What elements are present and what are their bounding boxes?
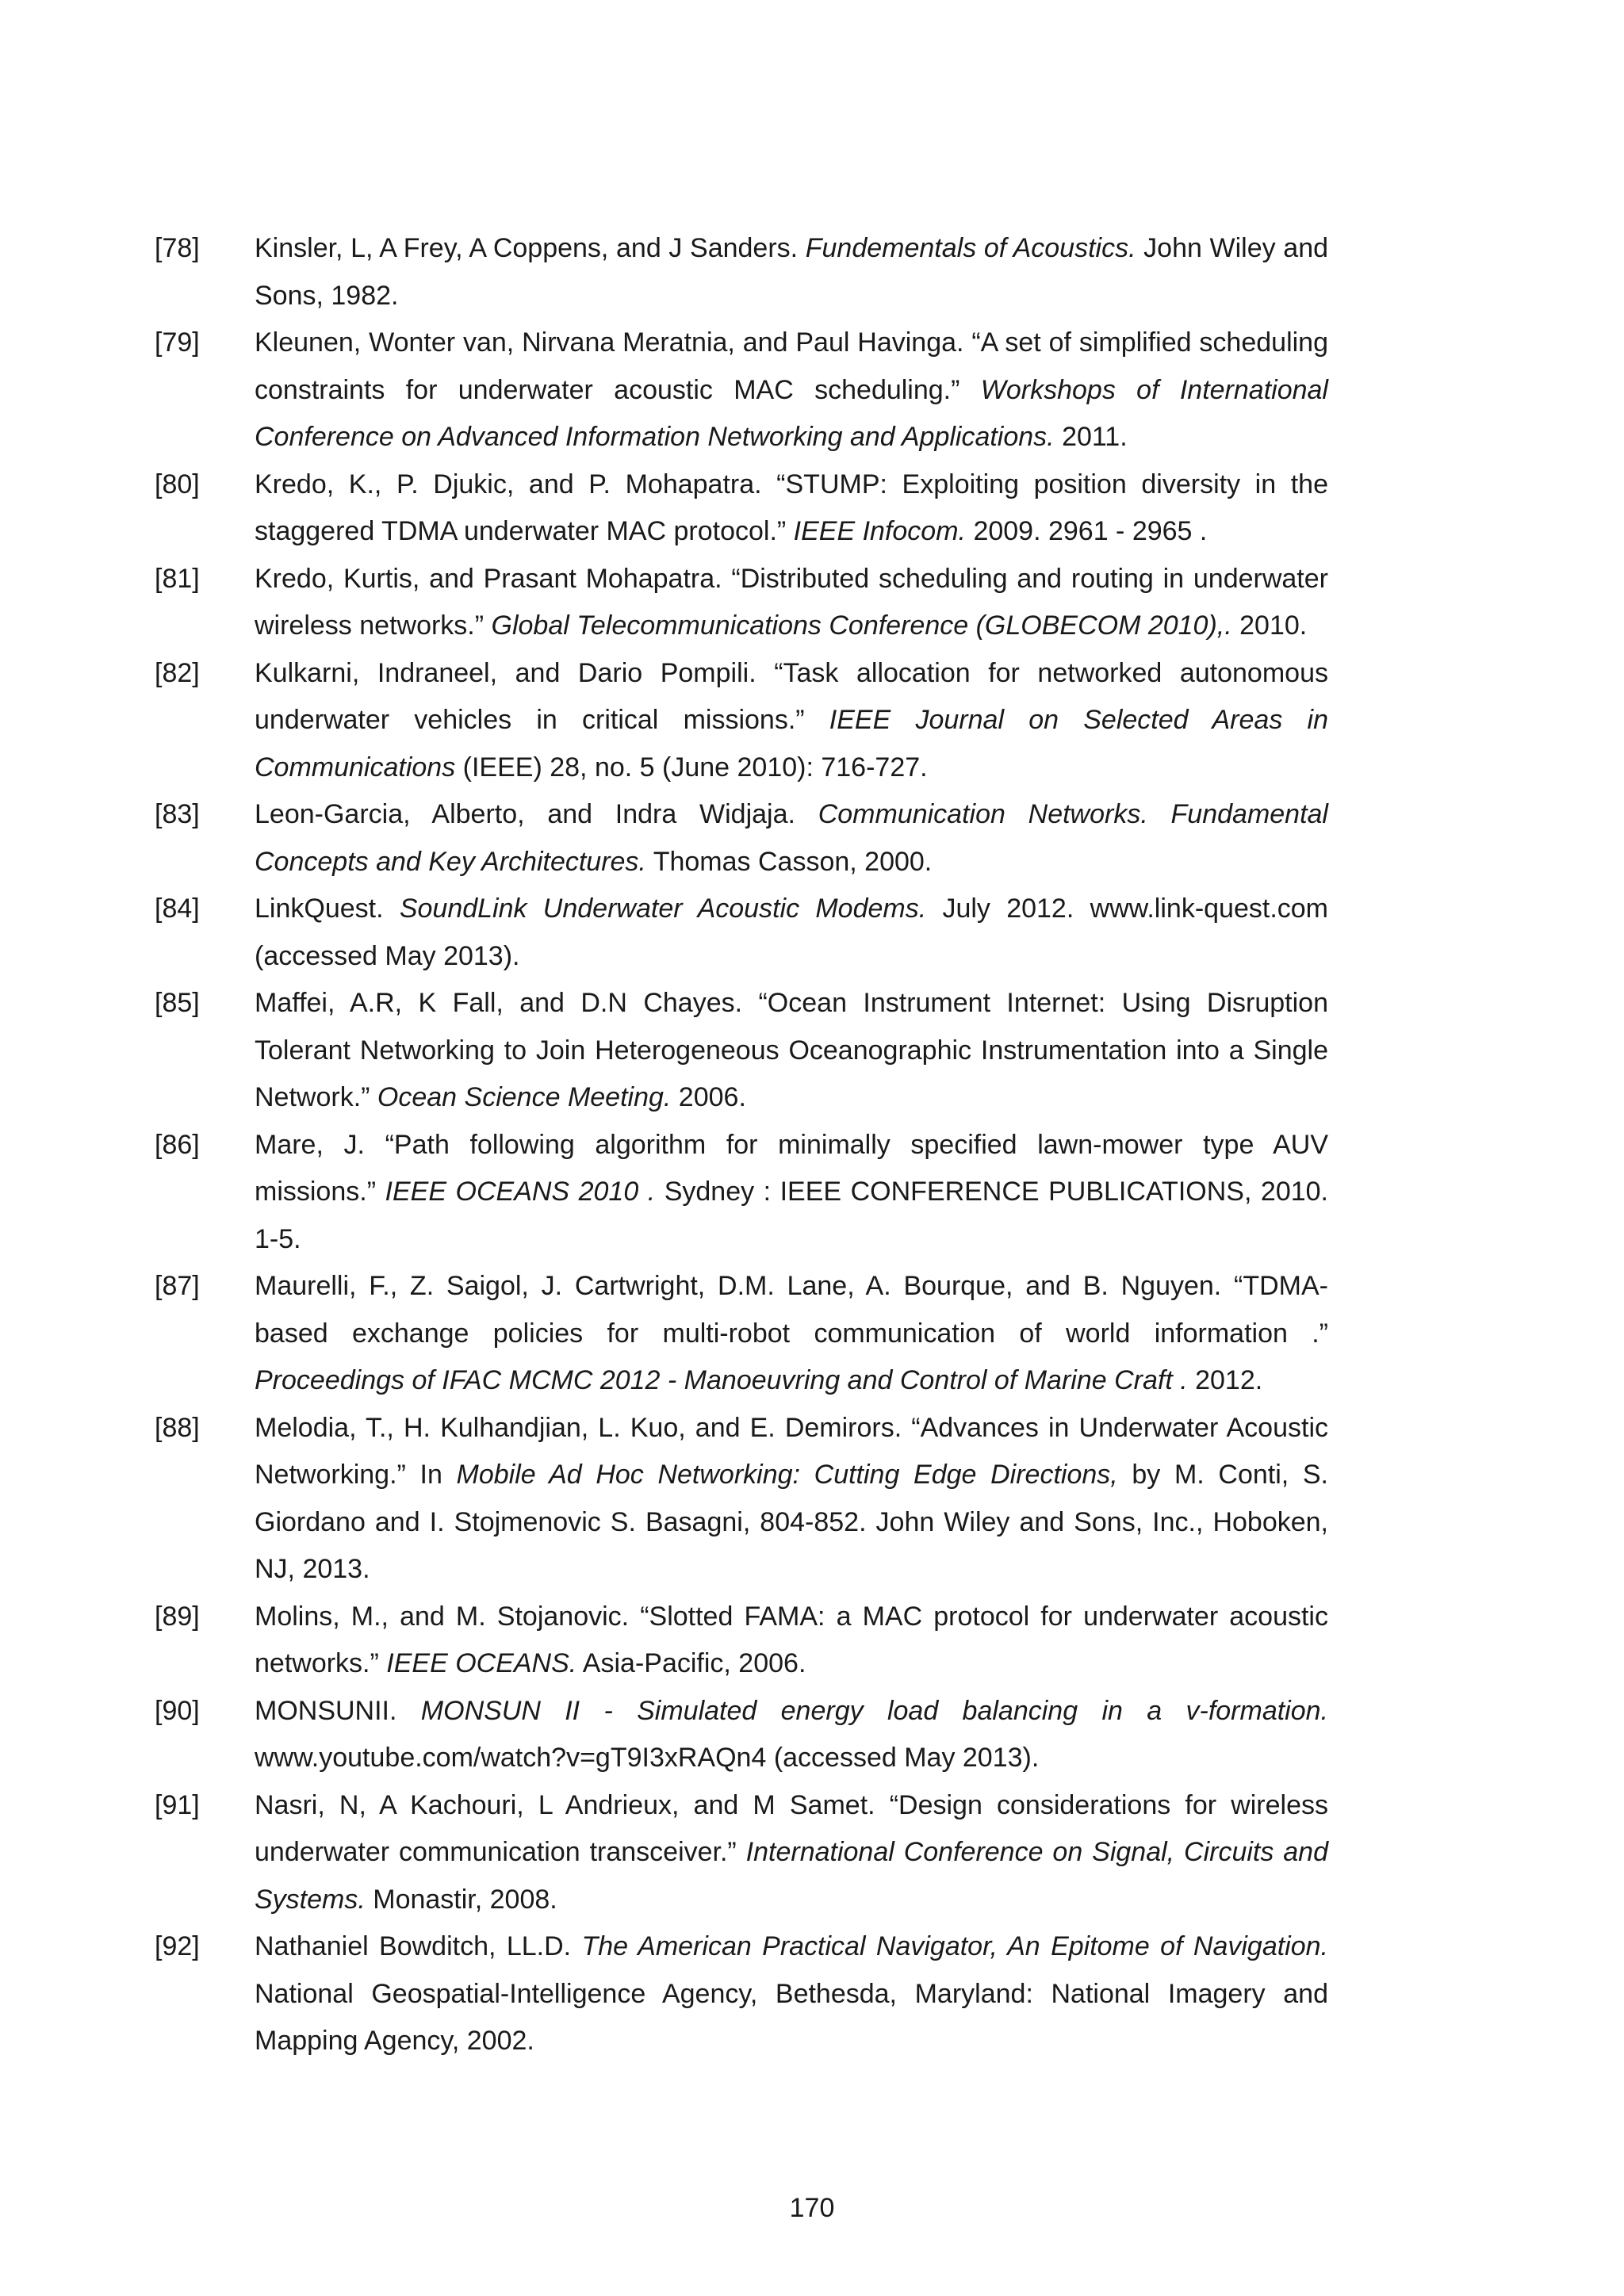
page-number: 170 xyxy=(789,2193,835,2223)
reference-segment: Melodia, T., H. Kulhandjian, L. Kuo, and E. Demirors. “Advances in Underwater Acoustic Networking.” In xyxy=(255,1412,1328,1490)
reference-text xyxy=(255,225,1328,320)
reference-item xyxy=(155,1263,1328,1405)
reference-text xyxy=(255,1263,1328,1405)
reference-title: IEEE Journal on Selected Areas in Communications xyxy=(255,705,1328,783)
reference-title: SoundLink Underwater Acoustic Modems. xyxy=(399,894,927,924)
reference-text xyxy=(255,1405,1328,1594)
reference-number: [81] xyxy=(155,563,200,594)
reference-segment: Kredo, Kurtis, and Prasant Mohapatra. “Distributed scheduling and routing in underwater wireless networks.” xyxy=(255,563,1328,641)
reference-title: IEEE Infocom. xyxy=(793,516,966,546)
reference-item xyxy=(155,886,1328,980)
reference-number: [89] xyxy=(155,1601,200,1632)
reference-number: [90] xyxy=(155,1695,200,1726)
reference-segment: Thomas Casson, 2000. xyxy=(645,846,933,877)
reference-number: [91] xyxy=(155,1789,200,1820)
reference-item xyxy=(155,791,1328,886)
reference-number: [87] xyxy=(155,1271,200,1301)
reference-segment: 2010. xyxy=(1231,610,1308,641)
reference-text xyxy=(255,650,1328,792)
reference-segment: Nathaniel Bowditch, LL.D. xyxy=(255,1931,582,1961)
reference-item xyxy=(155,1594,1328,1688)
reference-segment: 2012. xyxy=(1187,1365,1263,1395)
reference-segment: Kulkarni, Indraneel, and Dario Pompili. “Task allocation for networked autonomous underwater vehicles in critical missions.” xyxy=(255,657,1328,735)
reference-title: Proceedings of IFAC MCMC 2012 - Manoeuvring and Control of Marine Craft . xyxy=(255,1365,1188,1395)
reference-title: IEEE OCEANS 2010 . xyxy=(385,1177,656,1207)
reference-title: The American Practical Navigator, An Epitome of Navigation. xyxy=(581,1931,1329,1961)
reference-segment: Asia-Pacific, 2006. xyxy=(576,1648,806,1678)
reference-number: [84] xyxy=(155,894,200,924)
reference-segment: Kredo, K., P. Djukic, and P. Mohapatra. “STUMP: Exploiting position diversity in the staggered TDMA underwater MAC protocol.” xyxy=(255,469,1328,546)
reference-title: Global Telecommunications Conference (GLOBECOM 2010),. xyxy=(491,610,1232,641)
reference-number: [85] xyxy=(155,988,200,1018)
reference-title: International Conference on Signal, Circuits and Systems. xyxy=(255,1837,1328,1915)
reference-title: Ocean Science Meeting. xyxy=(377,1082,672,1112)
reference-segment: National Geospatial-Intelligence Agency, Bethesda, Maryland: National Imagery and Mapping Agency, 2002. xyxy=(255,1978,1328,2056)
reference-segment: Monastir, 2008. xyxy=(365,1884,557,1915)
reference-text xyxy=(255,556,1328,650)
reference-segment: John Wiley and Sons, 1982. xyxy=(255,233,1329,311)
reference-segment: 2006. xyxy=(671,1082,746,1112)
reference-title: MONSUN II - Simulated energy load balancing in a v-formation. xyxy=(420,1695,1328,1726)
reference-number: [82] xyxy=(155,657,200,688)
reference-title: Fundementals of Acoustics. xyxy=(805,233,1136,263)
reference-item xyxy=(155,1122,1328,1264)
reference-segment: by M. Conti, S. Giordano and I. Stojmenovic S. Basagni, 804-852. John Wiley and Sons, Inc., Hoboken, NJ, 2013. xyxy=(255,1460,1328,1584)
reference-text xyxy=(255,461,1328,556)
reference-item xyxy=(155,461,1328,556)
reference-segment: Sydney : IEEE CONFERENCE PUBLICATIONS, 2010. 1-5. xyxy=(255,1177,1328,1254)
reference-number: [86] xyxy=(155,1129,200,1160)
reference-segment: 2009. 2961 - 2965 . xyxy=(966,516,1208,546)
reference-list xyxy=(155,225,1328,2065)
reference-item xyxy=(155,1405,1328,1594)
reference-title: Communication Networks. Fundamental Concepts and Key Architectures. xyxy=(255,799,1328,877)
reference-text xyxy=(255,1923,1328,2065)
reference-segment: Molins, M., and M. Stojanovic. “Slotted FAMA: a MAC protocol for underwater acoustic networks.” xyxy=(255,1601,1328,1678)
reference-item xyxy=(155,556,1328,650)
reference-title: Mobile Ad Hoc Networking: Cutting Edge Directions, xyxy=(456,1460,1118,1490)
reference-text xyxy=(255,320,1328,461)
reference-segment: 2011. xyxy=(1054,422,1128,452)
reference-segment: Kinsler, L, A Frey, A Coppens, and J Sanders. xyxy=(255,233,806,263)
reference-segment: Maurelli, F., Z. Saigol, J. Cartwright, D.M. Lane, A. Bourque, and B. Nguyen. “TDMA-based exchange policies for multi-robot communication of world information .” xyxy=(255,1271,1328,1349)
reference-text xyxy=(255,1688,1328,1782)
reference-segment: Nasri, N, A Kachouri, L Andrieux, and M Samet. “Design considerations for wireless underwater communication transceiver.” xyxy=(255,1789,1328,1867)
reference-number: [78] xyxy=(155,233,200,263)
reference-title: IEEE OCEANS. xyxy=(386,1648,577,1678)
reference-segment: July 2012. www.link-quest.com (accessed May 2013). xyxy=(255,894,1328,971)
reference-number: [92] xyxy=(155,1931,200,1961)
reference-number: [79] xyxy=(155,327,200,358)
reference-segment: www.youtube.com/watch?v=gT9I3xRAQn4 (accessed May 2013). xyxy=(255,1743,1040,1773)
reference-item xyxy=(155,320,1328,461)
reference-segment: MONSUNII. xyxy=(255,1695,421,1726)
reference-item xyxy=(155,1688,1328,1782)
reference-number: [80] xyxy=(155,469,200,499)
reference-item xyxy=(155,1782,1328,1924)
reference-text xyxy=(255,1594,1328,1688)
reference-segment: Maffei, A.R, K Fall, and D.N Chayes. “Ocean Instrument Internet: Using Disruption Tolerant Networking to Join Heterogeneous Oceanographic Instrumentation into a Single Network.” xyxy=(255,988,1328,1112)
reference-item xyxy=(155,225,1328,320)
reference-text xyxy=(255,980,1328,1122)
reference-title: Workshops of International Conference on Advanced Information Networking and Applications. xyxy=(255,374,1328,452)
reference-segment: Kleunen, Wonter van, Nirvana Meratnia, and Paul Havinga. “A set of simplified scheduling constraints for underwater acoustic MAC scheduling.” xyxy=(255,327,1328,405)
reference-text xyxy=(255,1782,1328,1924)
reference-segment: (IEEE) 28, no. 5 (June 2010): 716-727. xyxy=(455,752,928,783)
reference-item xyxy=(155,650,1328,792)
reference-text xyxy=(255,886,1328,980)
reference-segment: LinkQuest. xyxy=(255,894,400,924)
reference-text xyxy=(255,791,1328,886)
reference-number: [83] xyxy=(155,799,200,829)
reference-item xyxy=(155,980,1328,1122)
reference-item xyxy=(155,1923,1328,2065)
reference-segment: Leon-Garcia, Alberto, and Indra Widjaja. xyxy=(255,799,818,829)
reference-text xyxy=(255,1122,1328,1264)
reference-segment: Mare, J. “Path following algorithm for minimally specified lawn-mower type AUV missions.” xyxy=(255,1129,1328,1207)
reference-number: [88] xyxy=(155,1412,200,1443)
